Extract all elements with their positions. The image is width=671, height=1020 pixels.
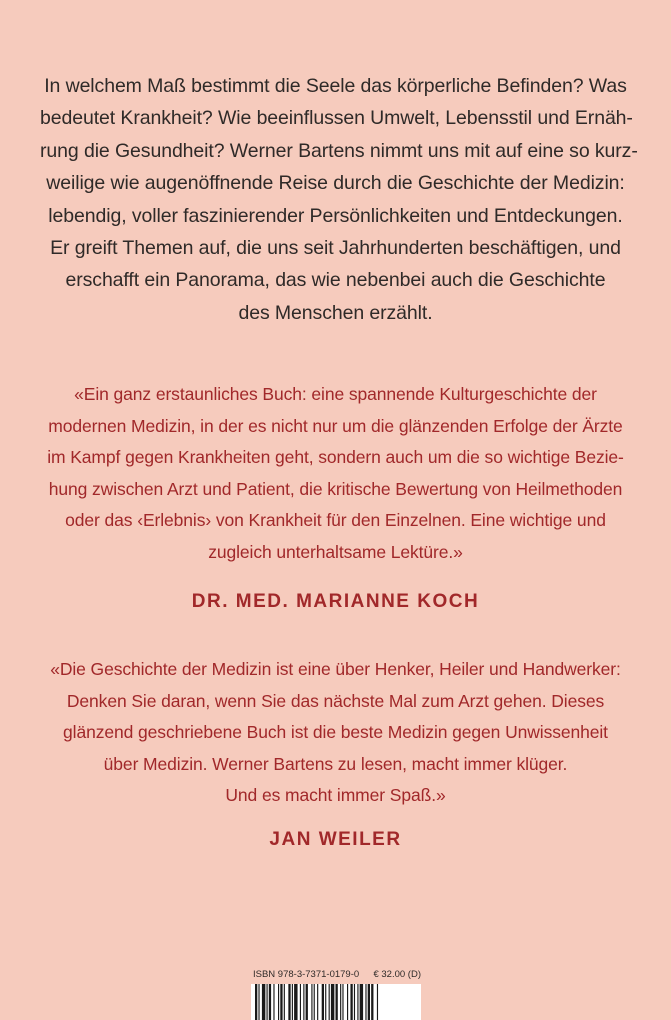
quote-line: hung zwischen Arzt und Patient, die kritische Bewertung von Heilmethoden: [48, 478, 623, 499]
blurb-line: bedeutet Krankheit? Wie beeinflussen Umwelt, Lebensstil und Ernäh-: [40, 107, 633, 130]
blurb-line: rung die Gesundheit? Werner Bartens nimmt uns mit auf eine so kurz-: [40, 139, 638, 162]
quote-line: «Ein ganz erstaunliches Buch: eine spannende Kulturgeschichte der: [74, 384, 597, 404]
blurb-line: In welchem Maß bestimmt die Seele das körperliche Befinden? Was: [44, 75, 627, 97]
isbn-line: [253, 969, 421, 980]
quote-line: oder das ‹Erlebnis› von Krankheit für den Einzelnen. Eine wichtige und: [65, 510, 606, 531]
blurb-line: lebendig, voller faszinierender Persönlichkeiten und Entdeckungen.: [48, 204, 623, 227]
quote-line: über Medizin. Werner Bartens zu lesen, macht immer klüger.: [103, 753, 568, 774]
quote-line: zugleich unterhaltsame Lektüre.»: [208, 541, 463, 562]
barcode-icon: [251, 984, 421, 1020]
quote-line: im Kampf gegen Krankheiten geht, sondern auch um die so wichtige Bezie-: [47, 447, 624, 468]
quote-koch: [30, 379, 641, 569]
blurb-text: [40, 70, 638, 329]
blurb-line: weilige wie augenöffnende Reise durch die Geschichte der Medizin:: [46, 172, 625, 195]
quote-author-koch: DR. MED. MARIANNE KOCH: [191, 591, 480, 612]
quote-line: modernen Medizin, in der es nicht nur um die glänzenden Erfolge der Ärzte: [48, 415, 623, 436]
quote-line: Und es macht immer Spaß.»: [225, 785, 446, 806]
quote-line: Denken Sie daran, wenn Sie das nächste Mal zum Arzt gehen. Dieses: [66, 690, 605, 711]
barcode: [251, 984, 421, 1020]
quote-weiler: [30, 654, 641, 812]
quote-author-weiler: JAN WEILER: [269, 829, 402, 850]
blurb-line: des Menschen erzählt.: [238, 301, 433, 324]
price-label: € 32.00 (D): [373, 969, 421, 980]
quote-line: glänzend geschriebene Buch ist die beste Medizin gegen Unwissenheit: [63, 722, 608, 743]
blurb-line: Er greift Themen auf, die uns seit Jahrhunderten beschäftigen, und: [50, 237, 621, 260]
isbn-number: ISBN 978-3-7371-0179-0: [253, 969, 360, 980]
blurb-line: erschafft ein Panorama, das wie nebenbei auch die Geschichte: [65, 269, 606, 292]
quote-line: «Die Geschichte der Medizin ist eine über Henker, Heiler und Handwerker:: [50, 659, 621, 679]
